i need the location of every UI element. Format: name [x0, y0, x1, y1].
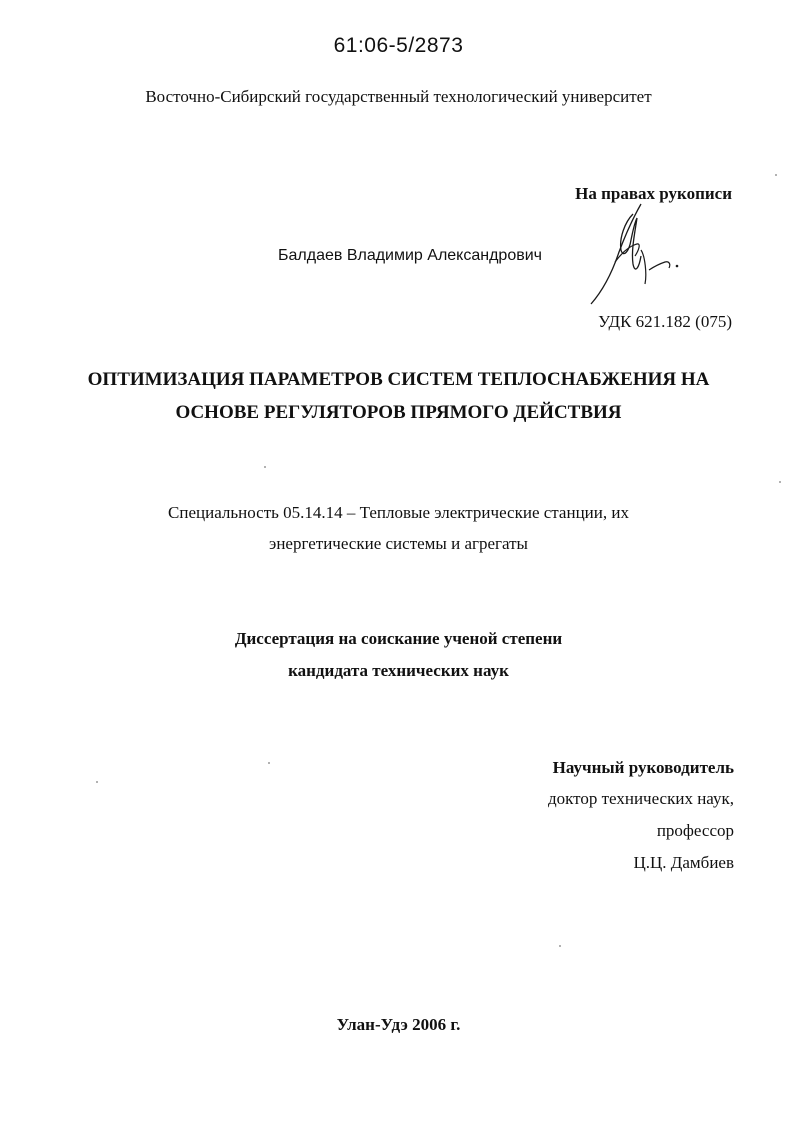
author-name: Балдаев Владимир Александрович [278, 247, 542, 264]
scan-speck [264, 466, 266, 468]
dissertation-title-line-2: ОСНОВЕ РЕГУЛЯТОРОВ ПРЯМОГО ДЕЙСТВИЯ [175, 402, 622, 423]
city-and-year: Улан-Удэ 2006 г. [336, 1015, 461, 1034]
scan-speck [779, 481, 781, 483]
supervisor-degree: доктор технических наук, [547, 789, 734, 808]
dissertation-title-line-1: ОПТИМИЗАЦИЯ ПАРАМЕТРОВ СИСТЕМ ТЕПЛОСНАБЖЕНИЯ НА [87, 369, 710, 390]
supervisor-rank: профессор [656, 821, 734, 840]
scan-speck [96, 781, 98, 783]
specialty-line-1: Специальность 05.14.14 – Тепловые электрические станции, их [168, 503, 629, 522]
scan-speck [775, 174, 777, 176]
udk-code: УДК 621.182 (075) [598, 312, 732, 331]
supervisor-name: Ц.Ц. Дамбиев [633, 853, 734, 872]
scan-speck [268, 762, 270, 764]
degree-line-1: Диссертация на соискание ученой степени [234, 629, 563, 648]
degree-line-2: кандидата технических наук [288, 661, 509, 680]
university-name: Восточно-Сибирский государственный технологический университет [145, 87, 652, 106]
scan-speck [559, 945, 561, 947]
specialty-line-2: энергетические системы и агрегаты [269, 534, 528, 553]
author-signature [575, 192, 695, 312]
manuscript-rights-note: На правах рукописи [575, 184, 732, 203]
archive-number: 61:06-5/2873 [333, 34, 464, 57]
supervisor-heading: Научный руководитель [552, 758, 734, 777]
